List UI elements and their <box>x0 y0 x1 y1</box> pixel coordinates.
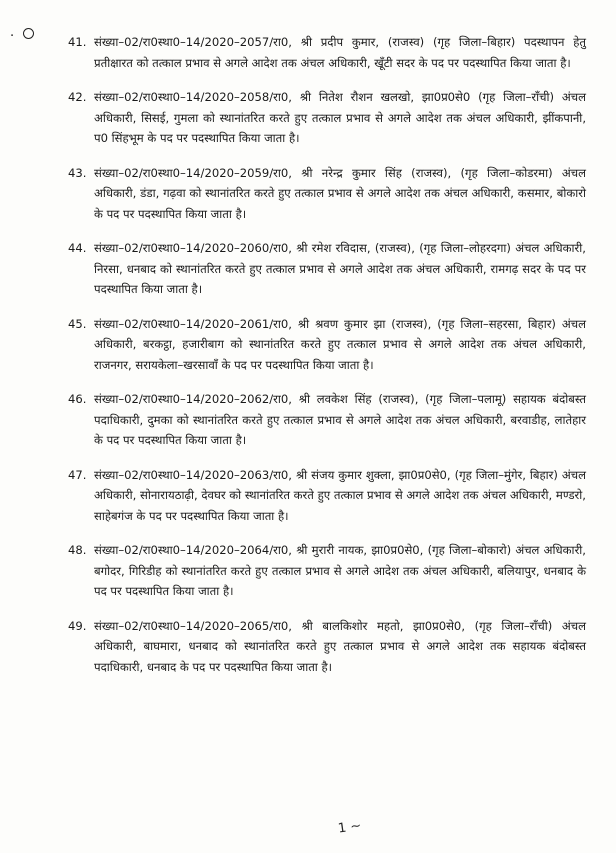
order-text: संख्या–02/रा0स्था0–14/2020–2060/रा0, श्री रमेश रविदास, (राजस्व), (गृह जिला–लोहरदगा) अंचल अधिकारी, निरसा, धनबाद को स्थानांतरित करते हुए तत्काल प्रभाव से अगले आदेश तक अंचल अधिकारी, रामगढ़ सदर के पद पर पदस्थापित किया जाता है। <box>94 241 586 296</box>
order-item <box>68 389 586 451</box>
order-item <box>68 87 586 149</box>
order-number: 44. <box>68 241 87 255</box>
order-number: 45. <box>68 316 87 331</box>
order-item <box>68 540 586 602</box>
order-text: संख्या–02/रा0स्था0–14/2020–2062/रा0, श्री लवकेश सिंह (राजस्व), (गृह जिला–पलामू) सहायक बंदोबस्त पदाधिकारी, दुमका को स्थानांतरित करते हुए तत्काल प्रभाव से अगले आदेश तक अंचल अधिकारी, बरवाडीह, लातेहार के पद पर पदस्थापित किया जाता है। <box>94 392 586 447</box>
order-text: संख्या–02/रा0स्था0–14/2020–2058/रा0, श्री नितेश रौशन खलखो, झा0प्र0से0 (गृह जिला–राँची) अंचल अधिकारी, सिसई, गुमला को स्थानांतरित करते हुए तत्काल प्रभाव से अगले आदेश तक अंचल अधिकारी, झींकपानी, प0 सिंहभूम के पद पर पदस्थापित किया जाता है। <box>94 90 586 145</box>
order-number: 47. <box>68 467 87 482</box>
order-number: 43. <box>68 165 87 180</box>
order-number: 46. <box>68 392 87 406</box>
order-text: संख्या–02/रा0स्था0–14/2020–2063/रा0, श्री संजय कुमार शुक्ला, झा0प्र0से0, (गृह जिला–मुंगेर, बिहार) अंचल अधिकारी, सोनारायठाढ़ी, देवघर को स्थानांतरित करते हुए तत्काल प्रभाव से अगले आदेश तक अंचल अधिकारी, मण्डरो, साहेबगंज के पद पर पदस्थापित किया जाता है। <box>94 467 586 523</box>
order-item <box>68 465 586 527</box>
order-text: संख्या–02/रा0स्था0–14/2020–2064/रा0, श्री मुरारी नायक, झा0प्र0से0, (गृह जिला–बोकारो) अंचल अधिकारी, बगोदर, गिरिडीह को स्थानांतरित करते हुए तत्काल प्रभाव से अगले आदेश तक अंचल अधिकारी, बलियापुर, धनबाद के पद पर पदस्थापित किया जाता है। <box>94 543 586 598</box>
order-number: 41. <box>68 35 87 49</box>
circle-icon <box>23 28 34 39</box>
order-item <box>68 238 586 300</box>
order-number: 48. <box>68 543 87 557</box>
corner-mark: · <box>10 28 34 44</box>
order-item <box>68 314 586 376</box>
order-number: 42. <box>68 90 87 104</box>
order-item <box>68 163 586 225</box>
order-item <box>68 616 586 678</box>
order-text: संख्या–02/रा0स्था0–14/2020–2061/रा0, श्री श्रवण कुमार झा (राजस्व), (गृह जिला–सहरसा, बिहार) अंचल अधिकारी, बरकट्ठा, हजारीबाग को स्थानांतरित करते हुए तत्काल प्रभाव से अगले आदेश तक अंचल अधिकारी, राजनगर, सरायकेला–खरसावाँ के पद पर पदस्थापित किया जाता है। <box>94 316 586 372</box>
order-text: संख्या–02/रा0स्था0–14/2020–2057/रा0, श्री प्रदीप कुमार, (राजस्व) (गृह जिला–बिहार) पदस्थापन हेतु प्रतीक्षारत को तत्काल प्रभाव से अगले आदेश तक अंचल अधिकारी, खूँटी सदर के पद पर पदस्थापित किया जाता है। <box>94 35 586 70</box>
order-text: संख्या–02/रा0स्था0–14/2020–2065/रा0, श्री बालकिशोर महतो, झा0प्र0से0, (गृह जिला–राँची) अंचल अधिकारी, बाघमारा, धनबाद को स्थानांतरित करते हुए तत्काल प्रभाव से अगले आदेश तक सहायक बंदोबस्त पदाधिकारी, धनबाद के पद पर पदस्थापित किया जाता है। <box>94 618 586 674</box>
handwritten-page-mark: 1 ~ <box>337 818 363 837</box>
orders-list <box>68 32 586 691</box>
order-text: संख्या–02/रा0स्था0–14/2020–2059/रा0, श्री नरेन्द्र कुमार सिंह (राजस्व), (गृह जिला–कोडरमा) अंचल अधिकारी, डंडा, गढ़वा को स्थानांतरित करते हुए तत्काल प्रभाव से अगले आदेश तक अंचल अधिकारी, कसमार, बोकारो के पद पर पदस्थापित किया जाता है। <box>94 165 586 221</box>
order-item <box>68 32 586 73</box>
order-number: 49. <box>68 618 87 633</box>
